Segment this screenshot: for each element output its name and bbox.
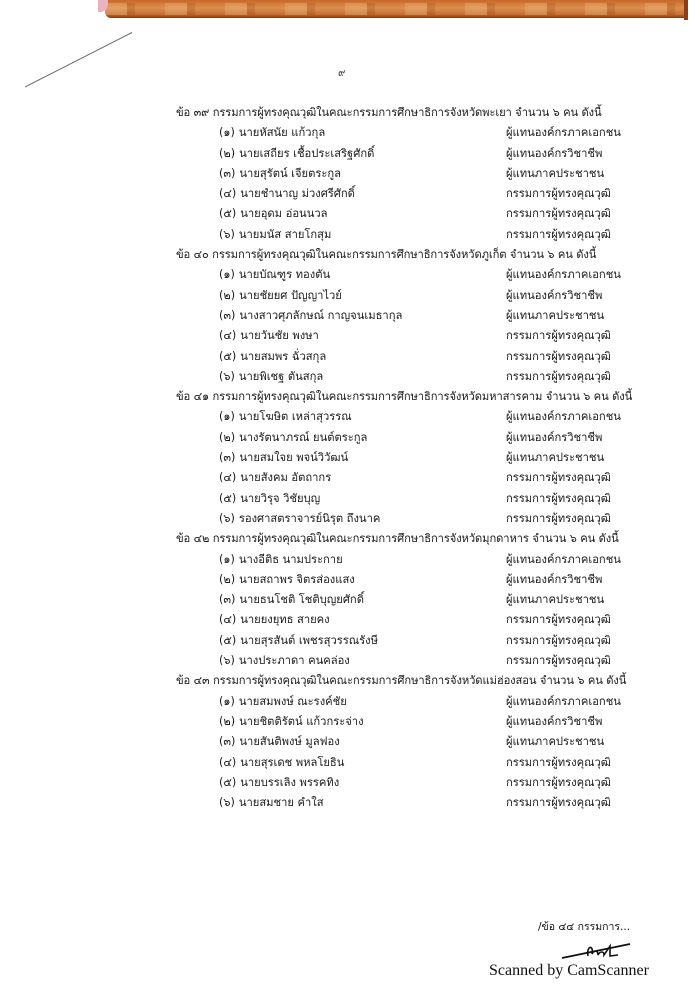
member-number: (๔) <box>219 187 237 201</box>
member-role: กรรมการผู้ทรงคุณวุฒิ <box>506 775 611 789</box>
member-name: นายชิตติรัตน์ แก้วกระจ่าง <box>239 714 364 728</box>
section <box>176 245 636 387</box>
member-role: ผู้แทนภาคประชาชน <box>506 308 605 322</box>
member-name: นางสาวศุภลักษณ์ กาญจนเมธากุล <box>239 308 403 322</box>
member-number: (๓) <box>219 451 236 465</box>
member-number: (๔) <box>219 329 237 343</box>
member-name: นายสมพงษ์ ณะรงค์ชัย <box>238 694 347 708</box>
member-name: นายสุรสันต์ เพชรสุวรรณรังษี <box>240 633 378 647</box>
member-role: ผู้แทนองค์กรภาคเอกชน <box>506 694 621 708</box>
member-name: นายอุดม อ่อนนวล <box>240 207 328 221</box>
member-row <box>176 753 636 773</box>
member-name: นายพิเชฐ ตันสกุล <box>238 369 324 383</box>
member-role: ผู้แทนภาคประชาชน <box>506 593 605 607</box>
member-role: ผู้แทนองค์กรภาคเอกชน <box>506 126 621 140</box>
member-name: นางรัตนาภรณ์ ยนต์ตระกูล <box>239 430 368 444</box>
member-number: (๔) <box>219 755 237 769</box>
page-number: ๙ <box>338 68 346 79</box>
member-row <box>176 184 636 204</box>
member-number: (๖) <box>219 654 235 668</box>
member-number: (๓) <box>219 735 236 749</box>
member-name: นายมนัส สายโกสุม <box>238 227 332 241</box>
member-number: (๕) <box>219 349 237 363</box>
member-row <box>176 144 636 164</box>
section-heading: ข้อ ๓๙ กรรมการผู้ทรงคุณวุฒิในคณะกรรมการศึกษาธิการจังหวัดพะเยา จำนวน ๖ คน ดังนี้ <box>176 106 602 119</box>
member-row <box>176 631 636 651</box>
member-role: กรรมการผู้ทรงคุณวุฒิ <box>506 207 611 221</box>
member-name: นายชัยยศ ปัญญาไวย์ <box>239 288 342 302</box>
member-number: (๔) <box>219 613 237 627</box>
section <box>176 529 636 671</box>
member-name: นายหัสนัย แก้วกุล <box>238 126 326 140</box>
member-row <box>176 712 636 732</box>
member-role: ผู้แทนองค์กรวิชาชีพ <box>506 572 603 586</box>
member-number: (๖) <box>219 227 235 241</box>
member-row <box>176 773 636 793</box>
member-row <box>176 590 636 610</box>
member-row <box>176 448 636 468</box>
member-row <box>176 204 636 224</box>
member-number: (๓) <box>219 308 236 322</box>
member-name: นางประภาดา คนคล่อง <box>238 654 350 668</box>
member-role: กรรมการผู้ทรงคุณวุฒิ <box>506 349 611 363</box>
member-role: ผู้แทนองค์กรวิชาชีพ <box>506 146 603 160</box>
member-role: ผู้แทนภาคประชาชน <box>506 451 605 465</box>
section <box>176 671 636 813</box>
member-row <box>176 326 636 346</box>
member-role: กรรมการผู้ทรงคุณวุฒิ <box>506 633 611 647</box>
continuation-reference: /ข้อ ๔๔ กรรมการ... <box>538 921 631 933</box>
member-number: (๕) <box>219 491 237 505</box>
member-row <box>176 468 636 488</box>
member-row <box>176 347 636 367</box>
page-fold-line <box>25 32 132 87</box>
section <box>176 103 636 245</box>
member-row <box>176 651 636 671</box>
member-row <box>176 550 636 570</box>
member-role: ผู้แทนภาคประชาชน <box>506 166 605 180</box>
desk-shadow <box>684 0 688 20</box>
member-name: นายสุรัตน์ เจียตระกูล <box>239 166 342 180</box>
member-role: กรรมการผู้ทรงคุณวุฒิ <box>506 471 611 485</box>
member-number: (๖) <box>219 796 235 810</box>
member-name: นายวันชัย พงษา <box>240 329 319 343</box>
member-role: ผู้แทนองค์กรวิชาชีพ <box>506 430 603 444</box>
member-role: ผู้แทนองค์กรวิชาชีพ <box>506 288 603 302</box>
member-number: (๑) <box>219 410 235 424</box>
member-role: กรรมการผู้ทรงคุณวุฒิ <box>506 796 611 810</box>
member-row <box>176 225 636 245</box>
member-number: (๒) <box>219 714 236 728</box>
member-name: นายสังคม อัตถากร <box>240 471 332 485</box>
scanner-watermark: Scanned by CamScanner <box>489 962 649 979</box>
member-number: (๑) <box>219 126 235 140</box>
member-role: ผู้แทนองค์กรภาคเอกชน <box>506 410 621 424</box>
member-role: กรรมการผู้ทรงคุณวุฒิ <box>506 187 611 201</box>
member-name: นายโฆษิต เหล่าสุวรรณ <box>238 410 352 424</box>
member-number: (๒) <box>219 430 236 444</box>
section-heading: ข้อ ๔๒ กรรมการผู้ทรงคุณวุฒิในคณะกรรมการศึกษาธิการจังหวัดมุกดาหาร จำนวน ๖ คน ดังนี้ <box>176 532 619 546</box>
member-name: นายบรรเลิง พรรคทิง <box>240 775 340 789</box>
member-name: นายสถาพร จิตรส่องแสง <box>239 572 355 586</box>
member-row <box>176 692 636 712</box>
member-number: (๑) <box>219 552 235 566</box>
member-role: กรรมการผู้ทรงคุณวุฒิ <box>506 511 611 525</box>
wood-grain <box>105 3 685 15</box>
member-number: (๔) <box>219 471 237 485</box>
section-heading: ข้อ ๔๐ กรรมการผู้ทรงคุณวุฒิในคณะกรรมการศึกษาธิการจังหวัดภูเก็ต จำนวน ๖ คน ดังนี้ <box>176 248 597 262</box>
member-name: นายสมพร ฉั่วสกุล <box>240 349 327 363</box>
member-row <box>176 164 636 184</box>
member-role: ผู้แทนองค์กรวิชาชีพ <box>506 714 603 728</box>
member-row <box>176 509 636 529</box>
section-heading: ข้อ ๔๓ กรรมการผู้ทรงคุณวุฒิในคณะกรรมการศึกษาธิการจังหวัดแม่ฮ่องสอน จำนวน ๖ คน ดังนี้ <box>176 674 627 688</box>
member-name: รองศาสตราจารย์นิรุต ถึงนาค <box>238 511 381 525</box>
member-number: (๑) <box>219 268 235 282</box>
member-row <box>176 286 636 306</box>
member-row <box>176 570 636 590</box>
member-role: กรรมการผู้ทรงคุณวุฒิ <box>506 613 611 627</box>
member-role: ผู้แทนองค์กรภาคเอกชน <box>506 552 621 566</box>
member-role: ผู้แทนภาคประชาชน <box>506 735 605 749</box>
member-role: กรรมการผู้ทรงคุณวุฒิ <box>506 227 611 241</box>
signature-icon <box>560 940 640 962</box>
member-role: กรรมการผู้ทรงคุณวุฒิ <box>506 755 611 769</box>
member-name: นายบัณฑูร ทองตัน <box>238 268 331 282</box>
member-name: นายธนโชติ โชติบุญยศักดิ์ <box>239 593 364 607</box>
member-row <box>176 367 636 387</box>
member-row <box>176 610 636 630</box>
member-role: ผู้แทนองค์กรภาคเอกชน <box>506 268 621 282</box>
member-row <box>176 123 636 143</box>
document-body <box>176 103 636 813</box>
member-number: (๑) <box>219 694 235 708</box>
member-number: (๓) <box>219 166 236 180</box>
member-number: (๕) <box>219 775 237 789</box>
member-number: (๖) <box>219 511 235 525</box>
member-number: (๕) <box>219 633 237 647</box>
member-row <box>176 489 636 509</box>
member-name: นายสุรเดช พหลโยธิน <box>240 755 345 769</box>
member-number: (๒) <box>219 572 236 586</box>
member-number: (๒) <box>219 288 236 302</box>
member-row <box>176 306 636 326</box>
member-number: (๕) <box>219 207 237 221</box>
member-row <box>176 428 636 448</box>
member-name: นายวิรุจ วิชัยบุญ <box>240 491 321 505</box>
member-role: กรรมการผู้ทรงคุณวุฒิ <box>506 491 611 505</box>
member-row <box>176 265 636 285</box>
member-number: (๓) <box>219 593 236 607</box>
member-row <box>176 793 636 813</box>
member-row <box>176 407 636 427</box>
member-row <box>176 732 636 752</box>
member-number: (๖) <box>219 369 235 383</box>
member-role: กรรมการผู้ทรงคุณวุฒิ <box>506 369 611 383</box>
member-name: นางอีติธ นามประกาย <box>238 552 343 566</box>
member-name: นายเสถียร เชื้อประเสริฐศักดิ์ <box>239 146 375 160</box>
member-name: นายชำนาญ ม่วงศรีศักดิ์ <box>240 187 355 201</box>
member-number: (๒) <box>219 146 236 160</box>
section <box>176 387 636 529</box>
section-heading: ข้อ ๔๑ กรรมการผู้ทรงคุณวุฒิในคณะกรรมการศึกษาธิการจังหวัดมหาสารคาม จำนวน ๖ คน ดังนี้ <box>176 390 633 404</box>
member-name: นายยงยุทธ สายคง <box>240 613 330 627</box>
member-name: นายสมชาย คำใส <box>238 796 324 810</box>
member-name: นายสมใจย พจน์วิวัฒน์ <box>239 451 349 465</box>
member-role: กรรมการผู้ทรงคุณวุฒิ <box>506 329 611 343</box>
member-name: นายสันติพงษ์ มูลฟอง <box>239 735 340 749</box>
member-role: กรรมการผู้ทรงคุณวุฒิ <box>506 654 611 668</box>
